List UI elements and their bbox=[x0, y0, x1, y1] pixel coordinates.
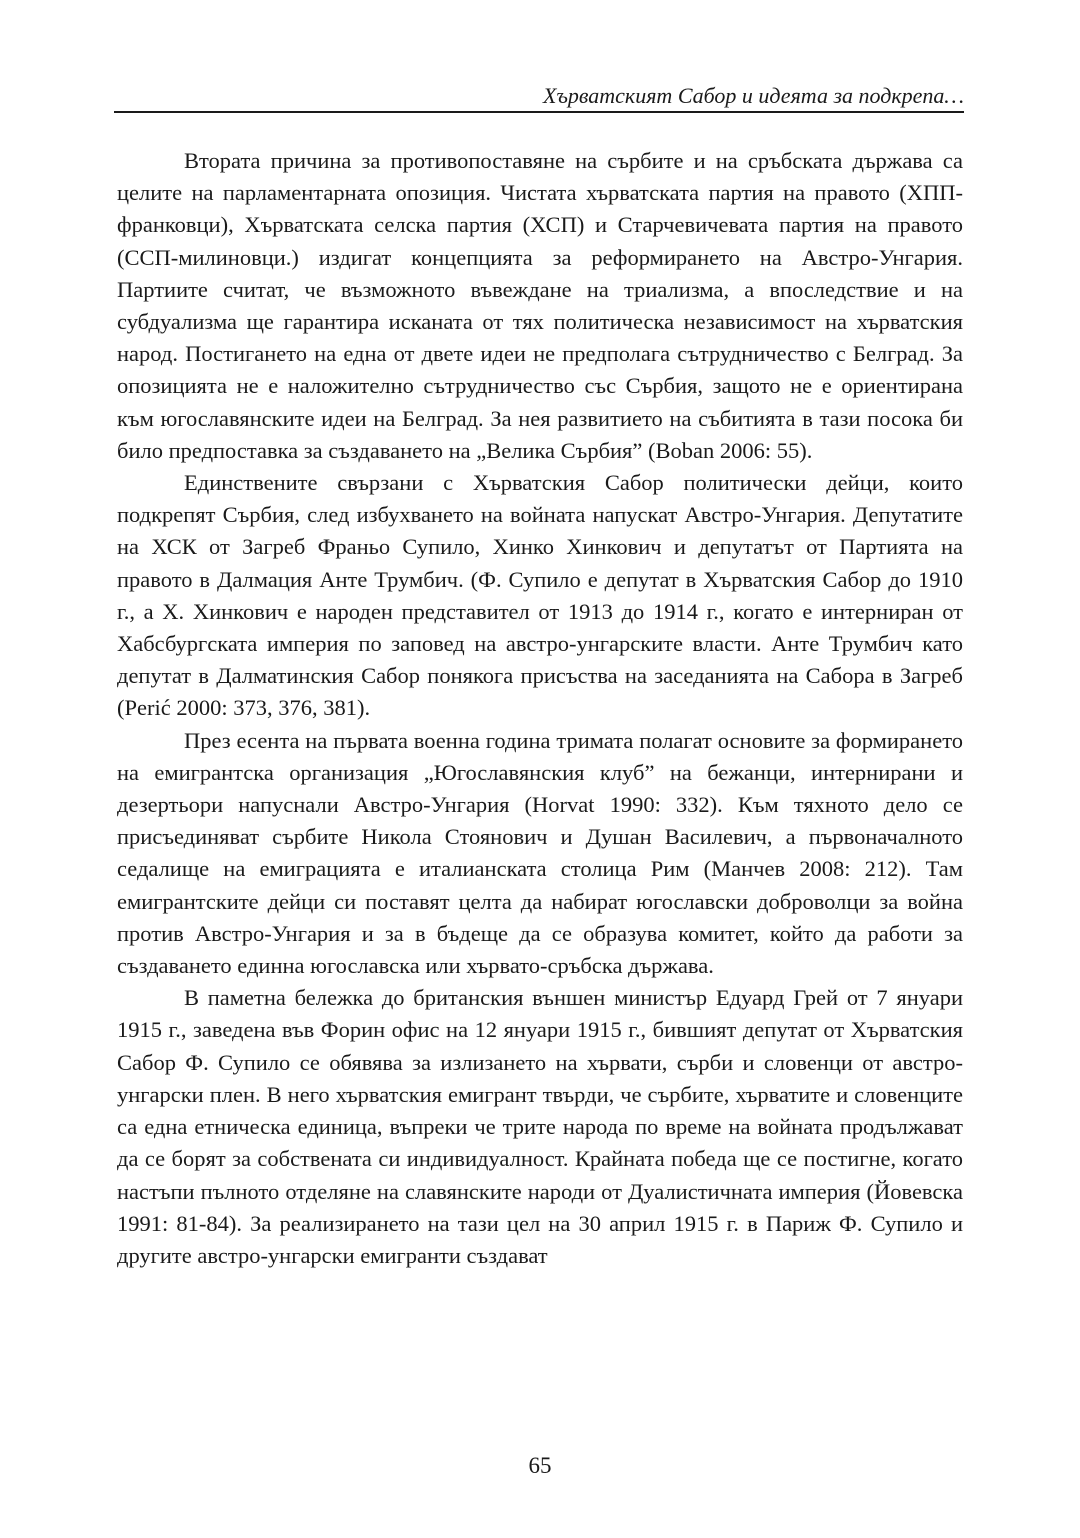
running-header: Хърватският Сабор и идеята за подкрепа… bbox=[543, 83, 964, 108]
header-divider bbox=[114, 111, 964, 113]
paragraph-3: През есента на първата военна година тримата полагат основите за формирането на емигрантска организация „Югославянския клуб” на бежанци, интернирани и дезертьори напуснали Австро-Унгария (Horvat 1990: 332). Към тяхното дело се присъединяват сърбите Никола Стоянович и Душан Василевич, а първоначалното седалище на емиграцията е италианската столица Рим (Манчев 2008: 212). Там емигрантските дейци си поставят целта да набират югославски доброволци за война против Австро-Унгария и за в бъдеще да се образува комитет, който да работи за създаването единна югославска или хървато-сръбска държава. bbox=[117, 727, 963, 979]
paragraph-1: Втората причина за противопоставяне на сърбите и на сръбската държава са целите на парламентарната опозиция. Чистата хърватската партия на правото (ХПП-франковци), Хърватската селска партия (ХСП) и Старчевичевата партия на правото (ССП-милиновци.) издигат концепцията за реформирането на Австро-Унгария. Партиите считат, че възможното въвеждане на триализма, а впоследствие и на субдуализма ще гарантира исканата от тях политическа независимост на хърватския народ. Постигането на една от двете идеи не предполага сътрудничество с Белград. За опозицията не е наложително сътрудничество със Сърбия, защото не е ориентирана към югославянските идеи на Белград. За нея развитието на събитията в тази посока би било предпоставка за създаването на „Велика Сърбия” (Boban 2006: 55). bbox=[117, 148, 963, 463]
page-number: 65 bbox=[528, 1453, 552, 1478]
paragraph-2: Единствените свързани с Хърватския Сабор политически дейци, които подкрепят Сърбия, след избухването на войната напускат Австро-Унгария. Депутатите на ХСК от Загреб Франьо Супило, Хинко Хинкович и депутатът от Партията на правото в Далмация Анте Трумбич. (Ф. Супило е депутат в Хърватския Сабор до 1910 г., а Х. Хинкович е народен представител от 1913 до 1914 г., когато е интерниран от Хабсбургската империя по заповед на австро-унгарските власти. Анте Трумбич като депутат в Далматинския Сабор понякога присъства на заседанията на Сабора в Загреб (Perić 2000: 373, 376, 381). bbox=[117, 470, 963, 721]
body-text bbox=[117, 145, 963, 1272]
paragraph-4: В паметна бележка до британския външен министър Едуард Грей от 7 януари 1915 г., заведена във Форин офис на 12 януари 1915 г., бившият депутат от Хърватския Сабор Ф. Супило се обявява за излизането на хървати, сърби и словенци от австро-унгарски плен. В него хърватския емигрант твърди, че сърбите, хърватите и словенците са една етническа единица, въпреки че трите народа по време на войната продължават да се борят за собствената си индивидуалност. Крайната победа ще се постигне, когато настъпи пълното отделяне на славянските народи от Дуалистичната империя (Йовевска 1991: 81-84). За реализирането на тази цел на 30 април 1915 г. в Париж Ф. Супило и другите австро-унгарски емигранти създават bbox=[117, 985, 963, 1268]
